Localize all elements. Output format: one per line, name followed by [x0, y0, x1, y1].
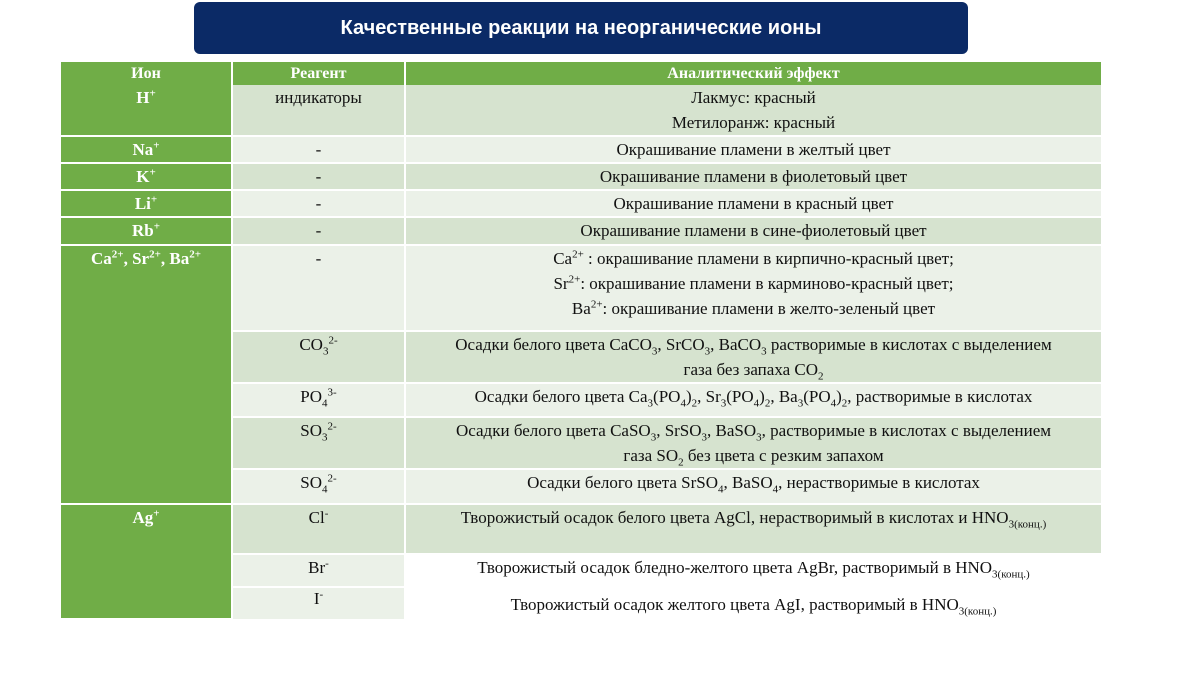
reagent-cell: -: [232, 163, 405, 190]
ion-reactions-table: [61, 62, 1101, 620]
reagent-cell: I-: [232, 587, 405, 619]
ion-cell: K+: [61, 163, 232, 190]
effect-cell: Лакмус: красный Метилоранж: красный: [405, 85, 1101, 136]
effect-cell: Творожистый осадок бледно-желтого цвета AgBr, растворимый в $HNO_{3(конц.)}$: [405, 554, 1101, 587]
effect-cell: Осадки белого цвета CaSO$_3$, SrSO$_3$, BaSO$_3$, растворимые в кислотах с выделением газа $SO_2$ без цвета с резким запахом: [405, 417, 1101, 469]
effect-cell: Осадки белого цвета CaCO$_3$, SrCO$_3$, BaCO$_3$ растворимые в кислотах с выделением газа без запаха $CO_2$: [405, 331, 1101, 383]
effect-cell: Осадки белого цвета SrSO$_4$, BaSO$_4$, нерастворимые в кислотах: [405, 469, 1101, 504]
effect-cell: Творожистый осадок белого цвета AgCl, нерастворимый в кислотах и $HNO_{3(конц.)}$: [405, 504, 1101, 554]
table-row-rb: [61, 217, 1101, 245]
table-row-li: [61, 190, 1101, 217]
header-reagent: Реагент: [232, 62, 405, 85]
reagent-cell: Br-: [232, 554, 405, 587]
reagent-cell: $CO_3^{2-}$: [232, 331, 405, 383]
reagent-cell: $PO_4^{3-}$: [232, 383, 405, 417]
reagent-cell: $SO_3^{2-}$: [232, 417, 405, 469]
ion-cell: Na+: [61, 136, 232, 163]
table-header-row: [61, 62, 1101, 85]
ion-cell: Li+: [61, 190, 232, 217]
effect-cell: Окрашивание пламени в фиолетовый цвет: [405, 163, 1101, 190]
ion-cell: Ag+: [61, 504, 232, 619]
table-row-k: [61, 163, 1101, 190]
reagent-cell: -: [232, 190, 405, 217]
reagent-cell: $SO_4^{2-}$: [232, 469, 405, 504]
ion-cell: Rb+: [61, 217, 232, 245]
ion-cell: $Ca^{2+}$, $Sr^{2+}$, $Ba^{2+}$: [61, 245, 232, 504]
effect-cell: $Ca^{2+}$ : окрашивание пламени в кирпично-красный цвет; $Sr^{2+}$: окрашивание пламени в карминово-красный цвет; $Ba^{2+}$: окрашивание пламени в желто-зеленый цвет: [405, 245, 1101, 331]
page-title: Качественные реакции на неорганические ионы: [194, 2, 968, 54]
effect-cell: Осадки белого цвета $Ca_3(PO_4)_2$, $Sr_3(PO_4)_2$, $Ba_3(PO_4)_2$, растворимые в кислотах: [405, 383, 1101, 417]
reagent-cell: индикаторы: [232, 85, 405, 136]
header-ion: Ион: [61, 62, 232, 85]
header-effect: Аналитический эффект: [405, 62, 1101, 85]
effect-cell: Окрашивание пламени в красный цвет: [405, 190, 1101, 217]
reagent-cell: -: [232, 217, 405, 245]
table-row-h: [61, 85, 1101, 136]
ion-cell: H+: [61, 85, 232, 136]
effect-cell: Окрашивание пламени в желтый цвет: [405, 136, 1101, 163]
reagent-cell: -: [232, 136, 405, 163]
table-row-alkaline-earth: [61, 245, 1101, 331]
table-row-na: [61, 136, 1101, 163]
table-row-cl: [61, 504, 1101, 554]
effect-cell: Окрашивание пламени в сине-фиолетовый цвет: [405, 217, 1101, 245]
reagent-cell: Cl-: [232, 504, 405, 554]
effect-cell: Творожистый осадок желтого цвета AgI, растворимый в $HNO_{3(конц.)}$: [405, 587, 1101, 619]
reagent-cell: -: [232, 245, 405, 331]
